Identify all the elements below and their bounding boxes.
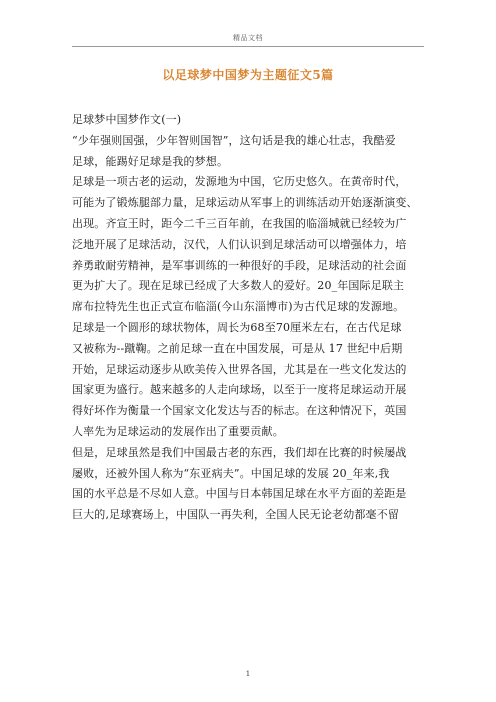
text-line: 又被称为--蹴鞠。之前足球一直在中国发展，可是从 17 世纪中后期 bbox=[72, 341, 403, 355]
document-body bbox=[72, 110, 432, 526]
text-line: 可能为了锻炼腿部力量，足球运动从军事上的训练活动开始逐渐演变、 bbox=[72, 196, 418, 210]
text-line: 国的水平总是不尽如人意。中国与日本韩国足球在水平方面的差距是 bbox=[72, 487, 407, 501]
text-line: 足球是一项古老的运动，发源地为中国，它历史悠久。在黄帝时代， bbox=[72, 175, 407, 189]
text-line: 养勇敢耐劳精神，是军事训练的一种很好的手段，足球活动的社会面 bbox=[72, 258, 407, 272]
text-line: 出现。齐宣王时，距今二千三百年前，在我国的临淄城就已经较为广 bbox=[72, 216, 407, 230]
text-line: 人率先为足球运动的发展作出了重要贡献。 bbox=[72, 424, 284, 438]
text-line: 得好坏作为衡量一个国家文化发达与否的标志。在这种情况下，英国 bbox=[72, 404, 407, 418]
text-line: 巨大的,足球赛场上，中国队一再失利，全国人民无论老幼都毫不留 bbox=[72, 508, 399, 522]
text-line: 泛地开展了足球活动，汉代，人们认识到足球活动可以增强体力，培 bbox=[72, 237, 407, 251]
header-divider bbox=[72, 46, 424, 47]
text-line: 席布拉特先生也正式宣布临淄(今山东淄博市)为古代足球的发源地。 bbox=[72, 300, 405, 314]
text-line: 国家更为盛行。越来越多的人走向球场，以至于一度将足球运动开展 bbox=[72, 383, 407, 397]
text-line: “少年强则国强，少年智则国智”，这句话是我的雄心壮志，我酷爱 bbox=[72, 133, 396, 147]
page-header: 精品文档 bbox=[233, 34, 263, 42]
text-line: 足球是一个圆形的球状物体，周长为68至70厘米左右，在古代足球 bbox=[72, 320, 402, 334]
page-number: 1 bbox=[245, 670, 251, 678]
text-line: 屡败，还被外国人称为“东亚病夫”。中国足球的发展 20_年来,我 bbox=[72, 466, 390, 480]
text-line: 足球，能踢好足球是我的梦想。 bbox=[72, 154, 229, 168]
text-line: 但是，足球虽然是我们中国最古老的东西，我们却在比赛的时候屡战 bbox=[72, 445, 407, 459]
section-heading: 足球梦中国梦作文(一) bbox=[72, 113, 182, 126]
text-line: 开始，足球运动逐步从欧美传入世界各国，尤其是在一些文化发达的 bbox=[72, 362, 407, 376]
text-line: 更为扩大了。现在足球已经成了大多数人的爱好。20_年国际足联主 bbox=[72, 279, 405, 293]
document-title: 以足球梦中国梦为主题征文5篇 bbox=[162, 68, 334, 82]
